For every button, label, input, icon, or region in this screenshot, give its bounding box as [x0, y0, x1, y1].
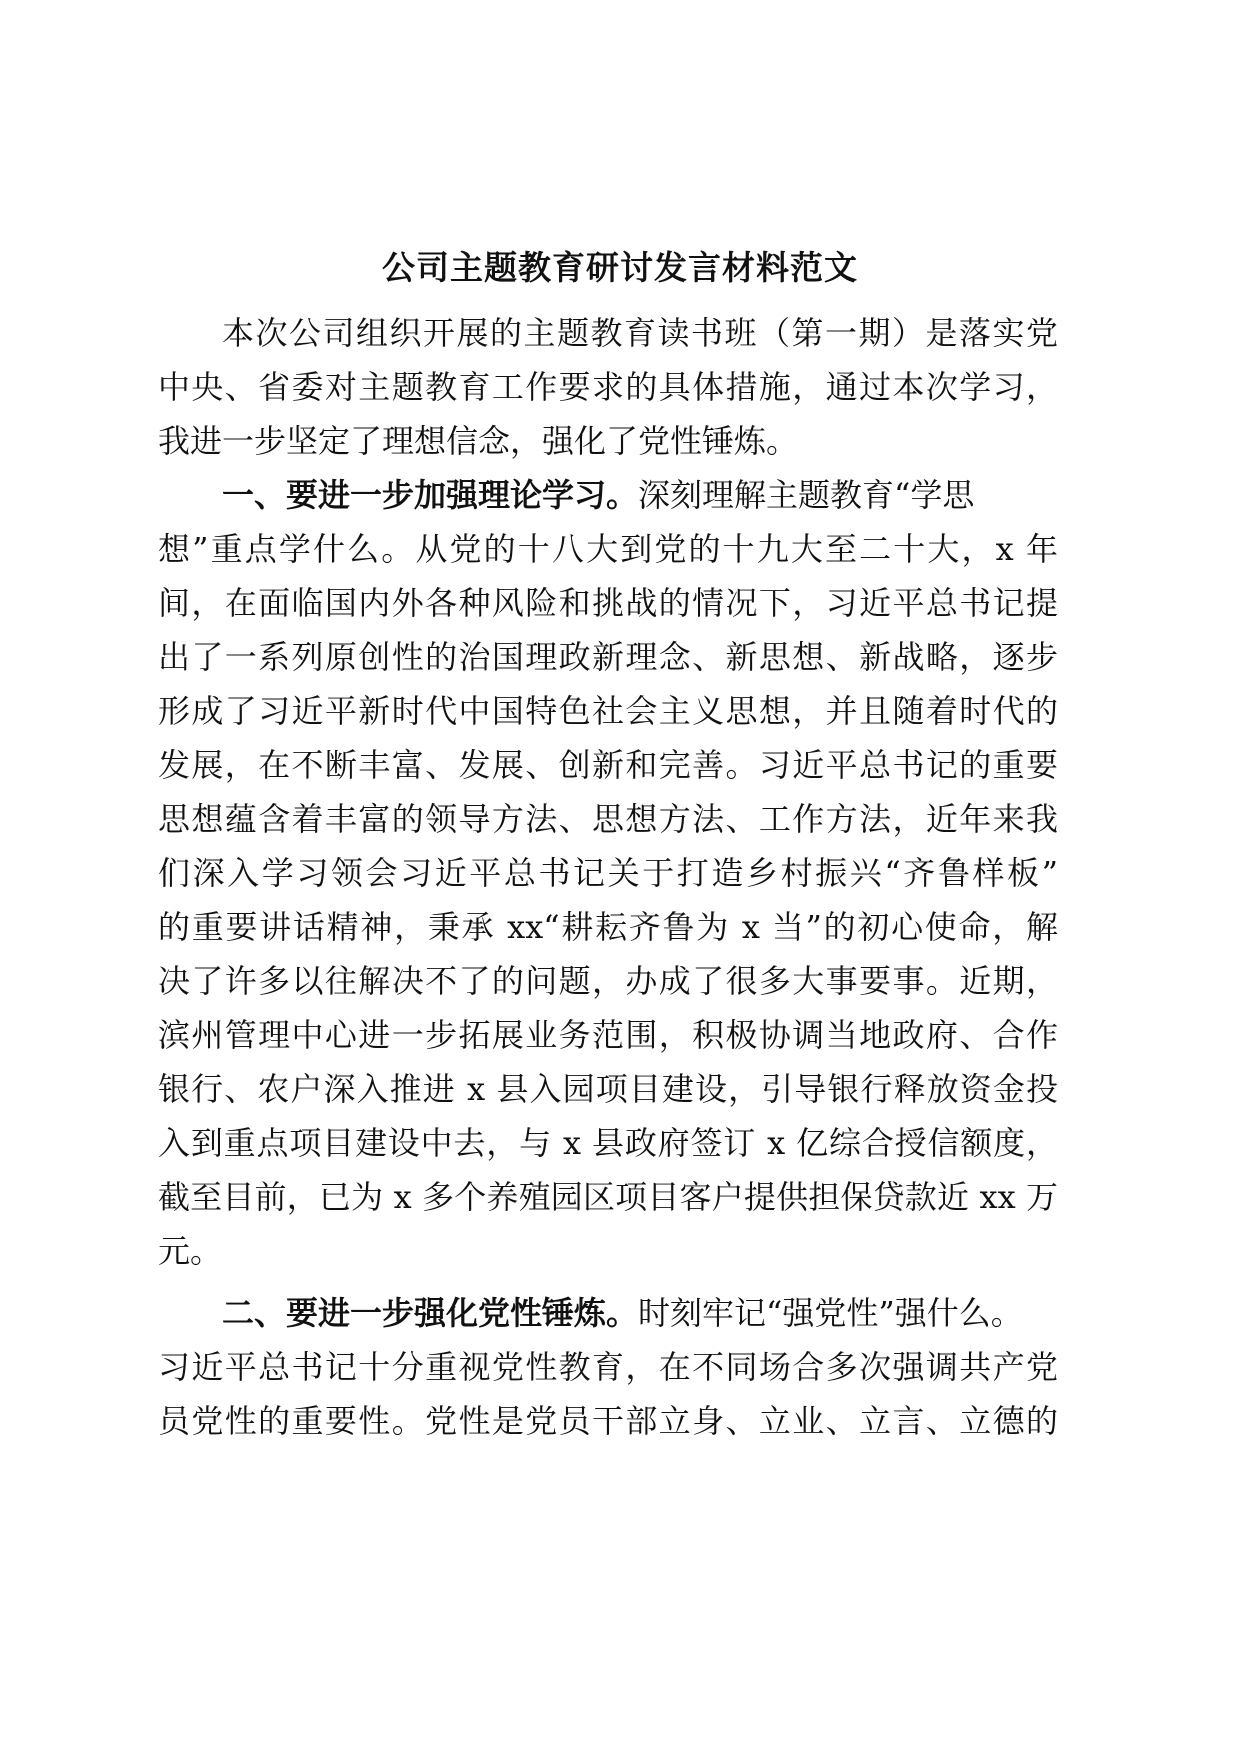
- section2-first-line: [222, 1293, 1023, 1333]
- section1-line: 银行、农户深入推进 x 县入园项目建设，引导银行释放资金投: [158, 1070, 1058, 1108]
- intro-line-2: 中央、省委对主题教育工作要求的具体措施，通过本次学习，: [158, 368, 1058, 406]
- section2-heading: 二、要进一步强化党性锤炼。: [222, 1294, 639, 1332]
- section2-line: 员党性的重要性。党性是党员干部立身、立业、立言、立德的: [158, 1402, 1058, 1440]
- intro-line-1: 本次公司组织开展的主题教育读书班（第一期）是落实党: [222, 314, 1058, 352]
- section2-line: 习近平总书记十分重视党性教育，在不同场合多次强调共产党: [158, 1348, 1058, 1386]
- document-title: 公司主题教育研讨发言材料范文: [382, 248, 858, 287]
- section1-line: 决了许多以往解决不了的问题，办成了很多大事要事。近期，: [158, 962, 1058, 1000]
- section1-line: 发展，在不断丰富、发展、创新和完善。习近平总书记的重要: [158, 746, 1058, 784]
- section1-heading: 一、要进一步加强理论学习。: [222, 476, 639, 514]
- section1-line: 滨州管理中心进一步拓展业务范围，积极协调当地政府、合作: [158, 1016, 1058, 1054]
- section1-line: 入到重点项目建设中去，与 x 县政府签订 x 亿综合授信额度，: [158, 1124, 1058, 1162]
- section1-first-line-rest: 深刻理解主题教育“学思: [638, 476, 975, 514]
- section2-first-line-rest: 时刻牢记“强党性”强什么。: [638, 1294, 1023, 1332]
- intro-line-3: 我进一步坚定了理想信念，强化了党性锤炼。: [158, 422, 799, 460]
- section1-line: 思想蕴含着丰富的领导方法、思想方法、工作方法，近年来我: [158, 800, 1058, 838]
- section1-line: 形成了习近平新时代中国特色社会主义思想，并且随着时代的: [158, 692, 1058, 730]
- section1-line: 们深入学习领会习近平总书记关于打造乡村振兴“齐鲁样板”: [158, 854, 1058, 892]
- section1-line: 间，在面临国内外各种风险和挑战的情况下，习近平总书记提: [158, 584, 1058, 622]
- section1-line: 元。: [158, 1232, 223, 1270]
- section1-line: 的重要讲话精神，秉承 xx“耕耘齐鲁为 x 当”的初心使命，解: [158, 908, 1058, 946]
- section1-line: 想”重点学什么。从党的十八大到党的十九大至二十大，x 年: [158, 530, 1058, 568]
- section1-line: 出了一系列原创性的治国理政新理念、新思想、新战略，逐步: [158, 638, 1058, 676]
- section1-line: 截至目前，已为 x 多个养殖园区项目客户提供担保贷款近 xx 万: [158, 1178, 1058, 1216]
- section1-first-line: [222, 475, 974, 515]
